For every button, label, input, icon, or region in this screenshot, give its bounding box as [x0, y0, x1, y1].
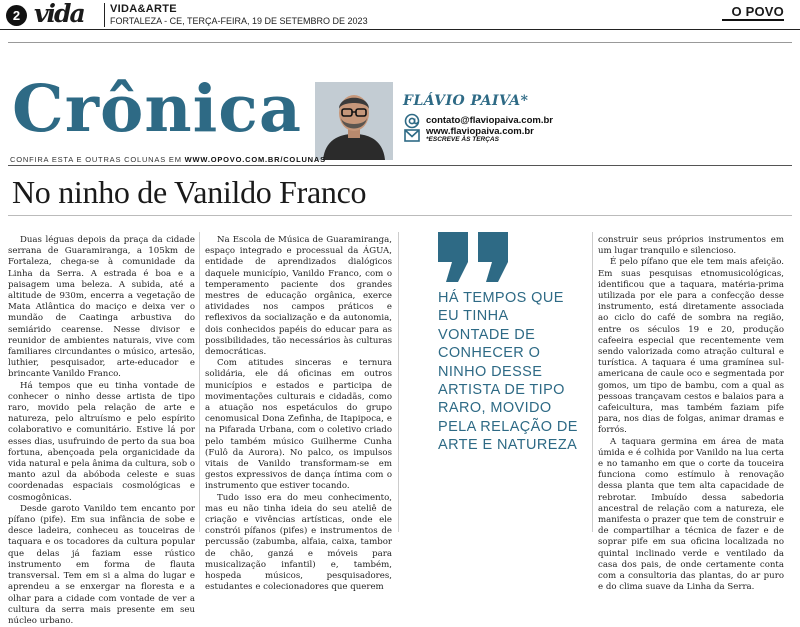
author-website[interactable]: www.flaviopaiva.com.br: [426, 126, 534, 137]
page-number: 2: [6, 5, 27, 26]
article-column-1: [8, 235, 195, 627]
paragraph: construir seus próprios instrumentos em um lugar tranquilo e silencioso.: [598, 235, 784, 257]
opovo-logo-underline: [722, 19, 784, 21]
paragraph: Tudo isso era do meu conhecimento, mas eu não tinha ideia do seu ateliê de criação e vivências artísticas, onde ele constrói pífanos (pifes) e instrumentos de percussão (zabumba, alfaia, caixa, tambor de chão, ganzá e móveis para musicalização infantil) e, também, hospeda músicos, pesquisadores, estudantes e colecionadores que querem: [205, 492, 392, 593]
columns-promo: [10, 155, 326, 164]
dateline: FORTALEZA - CE, TERÇA-FEIRA, 19 DE SETEMBRO DE 2023: [110, 16, 368, 26]
column-divider: [199, 232, 200, 532]
at-icon: [404, 113, 420, 129]
divider: [8, 42, 792, 43]
envelope-icon: [404, 129, 420, 145]
column-divider: [592, 232, 593, 532]
article-column-2: [205, 235, 392, 594]
author-photo: [315, 82, 393, 160]
divider: [8, 165, 792, 166]
section-name: VIDA&ARTE: [110, 3, 177, 15]
opovo-logo: O POVO: [731, 4, 784, 19]
paragraph: Desde garoto Vanildo tem encanto por pífano (pife). Em sua infância de sobe e desce ladeira, conheceu as touceiras de taquara e os tocadores da cultura popular que delas já faziam esse rústico instrumento em forma de flauta transversal. Tem em si a alma do lugar e aprendeu a se enxergar na floresta e a olhar para a cidade com vontade de ver a cultura da serra mais presente em seu núcleo urbano.: [8, 503, 195, 626]
paragraph: Duas léguas depois da praça da cidade serrana de Guaramiranga, a 105km de Fortaleza, chega-se à comunidade da Linha da Serra. A estrada é boa e a paisagem uma beleza. A subida, até a altitude de 930m, encerra a vegetação de Mata Atlântica do maciço e deixa ver o mundão de Caatinga arbustiva do semiárido cearense. Nesse divisor e reunidor de ambientes naturais, vive com familiares circundantes o músico, artesão, luthier, pesquisador, arte-educador e brincante Vanildo Franco.: [8, 235, 195, 380]
paragraph: Com atitudes sinceras e ternura solidária, ele dá oficinas em outros municípios e estados e participa de movimentações culturais e cidadãs, como a atuação nos espetáculos do grupo cenomusical Dona Zefinha, de Itapipoca, e na Pifarada Urbana, com o coletivo criado pelo também músico Guilherme Cunha (Fulô da Aurora). No palco, os impulsos vitais de Vanildo transformam-se em gestos expressivos de dança íntima com o instrumento que estiver tocando.: [205, 358, 392, 492]
columns-link[interactable]: WWW.OPOVO.COM.BR/COLUNAS: [184, 155, 326, 164]
vida-logo: vida: [34, 0, 84, 28]
paragraph: Há tempos que eu tinha vontade de conhecer o ninho desse artista de tipo raro, movido pela relação de arte e natureza, pelo altruísmo e pelo espírito colaborativo e comunitário. Estive lá por esses dias, usufruindo de perto da sua boa fortuna, abençoada pela organicidade da vida natural e pela ânima da cultura, sob o manto azul da abóboda celeste e suas coordenadas espaciais cosmológicas e cosmogônicas.: [8, 380, 195, 503]
article-column-3: [598, 235, 784, 594]
column-divider: [398, 232, 399, 532]
column-title: Crônica: [12, 71, 302, 147]
author-email[interactable]: contato@flaviopaiva.com.br: [426, 115, 553, 126]
paragraph: É pelo pífano que ele tem mais afeição. Em suas pesquisas etnomusicológicas, identificou que a taquara, matéria-prima utilizada por ele para a confecção desse instrumento, está diretamente associada ao ciclo do café de sombra na região, entre os séculos 19 e 20, produção cafeeira especial que recentemente vem sendo valorizada como atração cultural e turística. A taquara é uma gramínea sul-americana de caule oco e segmentada por gomos, um tipo de bambu, com a qual as pessoas trançavam cestos e balaios para a cafeicultura, mas também faziam pife para, nos dias de folgas, animar dramas e forrós.: [598, 257, 784, 436]
divider: [8, 215, 792, 216]
paragraph: A taquara germina em área de mata úmida e é colhida por Vanildo na lua certa e no tamanho em que o corte da touceira funciona como estímulo à renovação dessa planta que tem alta capacidade de rebrotar. Imbuído dessa sabedoria ancestral de relação com a natureza, ele manifesta o prazer que tem de construir e de compartilhar a técnica de fazer e de soprar pife em sua oficina localizada no quintal inclinado verde e ventilado da casa dos pais, de onde certamente conta com a consultoria das plantas, do ar puro e do clima suave da Linha da Serra.: [598, 436, 784, 593]
paragraph: Na Escola de Música de Guaramiranga, espaço integrado e processual da ÁGUA, entidade de aprendizados dialógicos daquele município, Vanildo Franco, com o temperamento paciente dos grandes mestres de educação orgânica, exerce atividades nos campos práticos e reflexivos da socialização e da autonomia, dois conhecidos papéis do educar para as possibilidades, tão necessários às culturas democráticas.: [205, 235, 392, 358]
article-headline: No ninho de Vanildo Franco: [12, 174, 367, 210]
column-schedule-note: *ESCREVE ÀS TERÇAS: [426, 136, 499, 143]
top-bar: [0, 0, 800, 30]
quote-marks-icon: [438, 232, 518, 282]
divider: [104, 3, 105, 27]
author-name: FLÁVIO PAIVA*: [403, 93, 529, 109]
columns-promo-text: CONFIRA ESTA E OUTRAS COLUNAS EM: [10, 155, 185, 164]
pull-quote: HÁ TEMPOS QUE EU TINHA VONTADE DE CONHECER O NINHO DESSE ARTISTA DE TIPO RARO, MOVIDO PELA RELAÇÃO DE ARTE E NATUREZA: [438, 290, 578, 454]
